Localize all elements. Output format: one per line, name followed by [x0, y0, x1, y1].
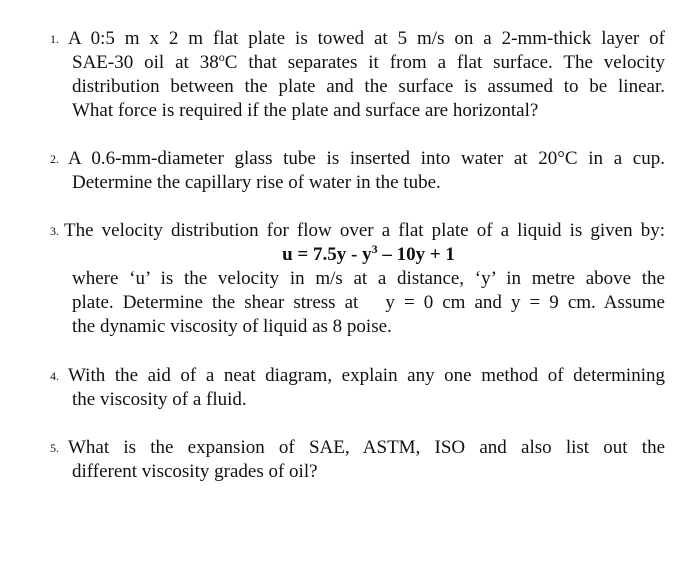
question-4	[50, 364, 665, 412]
question-text-line: where ‘u’ is the velocity in m/s at a distance, ‘y’ in metre above the	[72, 268, 665, 289]
question-text-line: different viscosity grades of oil?	[72, 461, 318, 482]
question-3	[50, 219, 665, 339]
question-1	[50, 27, 665, 123]
question-number: 3.	[50, 224, 59, 238]
question-number: 2.	[50, 152, 59, 166]
question-text-line: What force is required if the plate and surface are horizontal?	[72, 100, 539, 121]
question-text-line: The velocity distribution for flow over a flat plate of a liquid is given by:	[64, 220, 665, 241]
question-text-line: plate. Determine the shear stress at y = 0 cm and y = 9 cm. Assume	[72, 292, 665, 313]
question-text-line: With the aid of a neat diagram, explain any one method of determining	[68, 365, 665, 386]
question-text-line: A 0.6-mm-diameter glass tube is inserted into water at 20°C in a cup.	[68, 148, 665, 169]
question-text-line: A 0:5 m x 2 m flat plate is towed at 5 m/s on a 2-mm-thick layer of	[68, 28, 665, 49]
velocity-equation	[50, 243, 665, 267]
text-segment: SAE-30 oil at 38	[72, 52, 219, 73]
question-text-line: Determine the capillary rise of water in the tube.	[72, 172, 441, 193]
question-text-line: What is the expansion of SAE, ASTM, ISO and also list out the	[68, 437, 665, 458]
question-text-line	[50, 51, 665, 75]
question-2	[50, 147, 665, 195]
question-text-line: the dynamic viscosity of liquid as 8 poise.	[72, 316, 392, 337]
question-number: 5.	[50, 441, 59, 455]
question-text-line: distribution between the plate and the surface is assumed to be linear.	[72, 76, 665, 97]
equation-segment: – 10y + 1	[377, 244, 455, 265]
degree-superscript: o	[218, 50, 225, 64]
exponent-superscript: 3	[371, 242, 378, 256]
text-segment: C that separates it from a flat surface. The velocity	[224, 52, 665, 73]
question-number: 4.	[50, 369, 59, 383]
question-number: 1.	[50, 32, 59, 46]
question-5	[50, 436, 665, 484]
question-text-line: the viscosity of a fluid.	[72, 389, 247, 410]
equation-segment: u = 7.5y - y	[282, 244, 372, 265]
